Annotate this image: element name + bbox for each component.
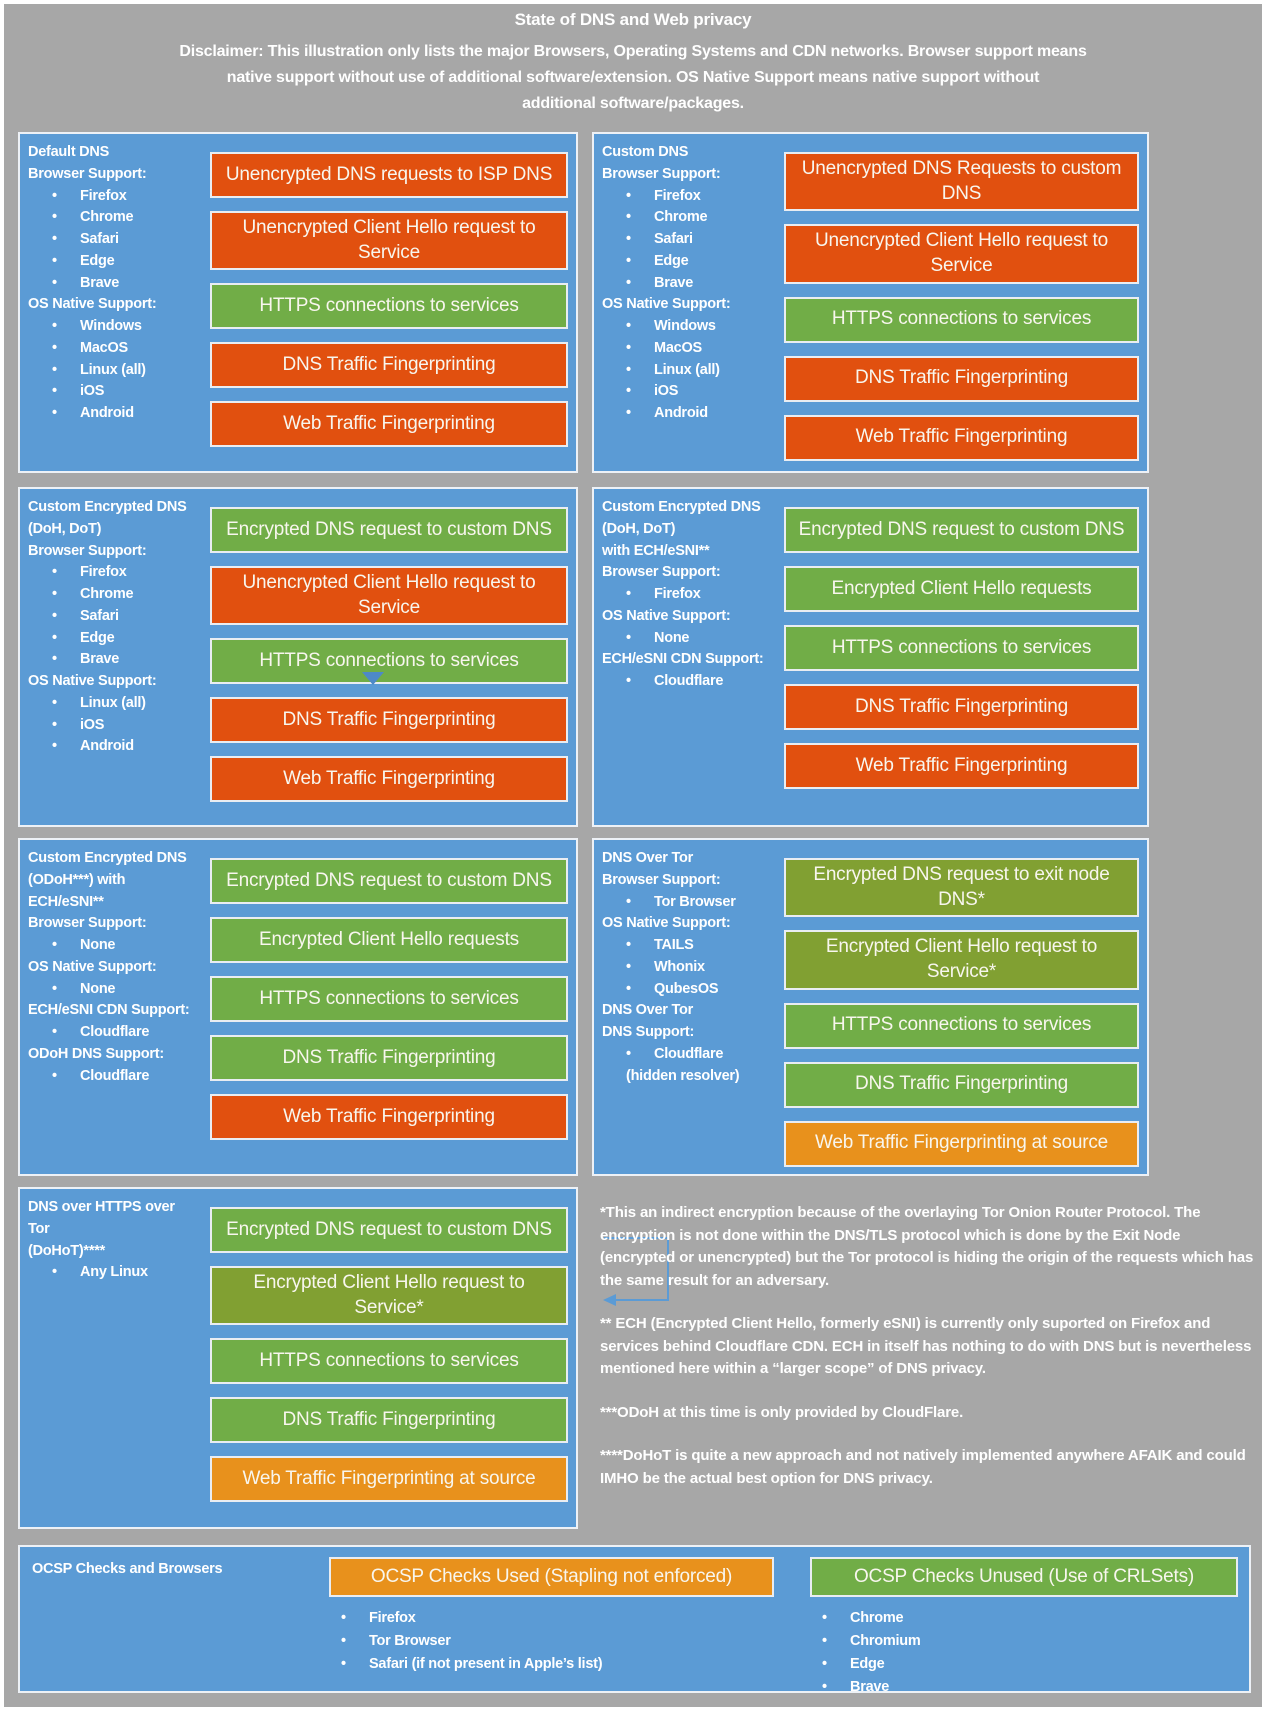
list-item <box>28 360 200 382</box>
bullet-icon: • <box>626 187 631 204</box>
panel-default-dns <box>18 132 578 473</box>
ocsp-header: OCSP Checks Unused (Use of CRLSets) <box>810 1557 1238 1597</box>
bullet-icon: • <box>626 209 631 226</box>
panel-custom-dns <box>592 132 1149 473</box>
list-item <box>28 229 200 251</box>
list-item <box>28 693 200 715</box>
list-item <box>602 273 774 295</box>
matrix-bar: HTTPS connections to services <box>210 283 568 329</box>
matrix-bar: Web Traffic Fingerprinting <box>210 756 568 802</box>
panel-labels <box>28 1195 200 1521</box>
list-item <box>602 381 774 403</box>
list-item-label: Any Linux <box>80 1264 148 1281</box>
section-label: Custom DNS <box>602 144 689 160</box>
panel-labels <box>602 846 774 1168</box>
list-item <box>28 584 200 606</box>
list-item-label: MacOS <box>80 339 128 356</box>
list-item <box>28 1066 200 1088</box>
list-item <box>822 1656 1238 1672</box>
list-item-label: Firefox <box>80 187 127 204</box>
list-item <box>341 1656 774 1672</box>
bullet-icon: • <box>626 361 631 378</box>
section-label: Browser Support: <box>28 542 147 559</box>
list-item-label: Linux (all) <box>654 361 720 378</box>
bullet-icon: • <box>52 318 57 334</box>
section-label: Default DNS <box>28 144 110 160</box>
list-item-label: Chrome <box>80 586 134 602</box>
matrix-bar: Web Traffic Fingerprinting <box>210 401 568 447</box>
list-item-label: Brave <box>850 1679 890 1695</box>
list-item <box>822 1633 1238 1649</box>
bullet-icon: • <box>52 231 57 247</box>
matrix-bar: Web Traffic Fingerprinting <box>784 415 1139 461</box>
footnotes <box>600 1202 1256 1511</box>
list-item <box>602 671 774 693</box>
panel-custom-encrypted-dns-ech <box>592 487 1149 827</box>
bullet-icon: • <box>626 958 631 975</box>
bullet-icon: • <box>822 1633 827 1649</box>
list-item <box>602 584 774 606</box>
list-item <box>822 1679 1238 1695</box>
matrix-bar: DNS Traffic Fingerprinting <box>210 342 568 388</box>
list-item-label: Edge <box>850 1656 885 1672</box>
matrix-bar: Encrypted DNS request to custom DNS <box>784 507 1139 553</box>
bullet-icon: • <box>52 1024 57 1040</box>
list-item-label: Chrome <box>850 1610 904 1626</box>
matrix-bar: Unencrypted Client Hello request to Service <box>784 224 1139 283</box>
section-label: (DoH, DoT) <box>28 520 102 537</box>
bullet-icon: • <box>52 1264 57 1281</box>
bullet-icon: • <box>52 738 57 755</box>
list-item <box>28 715 200 737</box>
list-item <box>602 979 774 1001</box>
list-item-label: Tor Browser <box>369 1633 451 1649</box>
list-item <box>28 186 200 208</box>
list-item-label: Firefox <box>80 564 127 581</box>
list-item <box>28 207 200 229</box>
bullet-icon: • <box>52 383 57 400</box>
list-item-label: Linux (all) <box>80 361 146 378</box>
annotation-line: (hidden resolver) <box>626 1067 740 1084</box>
footnote: ***ODoH at this time is only provided by CloudFlare. <box>600 1403 964 1421</box>
list-item-label: Cloudflare <box>654 673 724 689</box>
bullet-icon: • <box>626 383 631 400</box>
list-item-label: Edge <box>80 629 115 646</box>
list-item-label: QubesOS <box>654 980 719 997</box>
section-label: OS Native Support: <box>602 296 731 313</box>
list-item-label: Brave <box>80 274 120 291</box>
bullet-icon: • <box>626 586 631 602</box>
bullet-icon: • <box>626 673 631 689</box>
bullet-icon: • <box>52 716 57 733</box>
section-label: OS Native Support: <box>602 915 731 932</box>
bullet-icon: • <box>626 937 631 953</box>
list-item-label: Edge <box>654 252 689 269</box>
section-label: OS Native Support: <box>28 673 157 689</box>
section-label: (DoHoT)**** <box>28 1242 105 1259</box>
panel-custom-encrypted-dns-odoh <box>18 838 578 1176</box>
section-label: with ECH/eSNI** <box>602 542 710 559</box>
list-item <box>28 1262 200 1284</box>
section-label: OS Native Support: <box>28 296 157 313</box>
section-label: Browser Support: <box>602 165 721 182</box>
list-item <box>602 935 774 957</box>
section-label: Custom Encrypted DNS <box>28 850 187 866</box>
bullet-icon: • <box>822 1610 827 1626</box>
list-item <box>602 186 774 208</box>
list-item-label: Cloudflare <box>80 1067 150 1084</box>
section-label: Browser Support: <box>28 165 147 182</box>
list-item <box>602 957 774 979</box>
list-item <box>28 649 200 671</box>
panel-dns-over-tor <box>592 838 1149 1176</box>
section-label: (DoH, DoT) <box>602 520 676 537</box>
list-item-label: Firefox <box>654 187 701 204</box>
list-item-label: Safari (if not present in Apple’s list) <box>369 1656 603 1672</box>
list-item <box>28 935 200 957</box>
list-item <box>602 628 774 650</box>
bullet-icon: • <box>626 339 631 356</box>
bullet-icon: • <box>341 1656 346 1672</box>
matrix-bar: Encrypted DNS request to exit node DNS* <box>784 858 1139 917</box>
bullet-icon: • <box>822 1679 827 1695</box>
panel-bars <box>200 1195 568 1521</box>
matrix-bar: Unencrypted DNS Requests to custom DNS <box>784 152 1139 211</box>
list-item <box>28 251 200 273</box>
matrix-bar: Encrypted Client Hello requests <box>784 566 1139 612</box>
list-item <box>28 316 200 338</box>
matrix-bar: HTTPS connections to services <box>784 625 1139 671</box>
section-label: ECH/eSNI CDN Support: <box>602 651 764 668</box>
list-item <box>602 360 774 382</box>
matrix-bar: Unencrypted DNS requests to ISP DNS <box>210 152 568 198</box>
panel-bars <box>200 140 568 465</box>
list-item-label: Firefox <box>654 586 701 602</box>
list-item <box>602 316 774 338</box>
matrix-bar: Web Traffic Fingerprinting <box>784 743 1139 789</box>
disclaimer-line: additional software/packages. <box>522 94 744 112</box>
disclaimer-line: Disclaimer: This illustration only lists the major Browsers, Operating Systems and CDN networks. Browser support means <box>179 43 1087 60</box>
matrix-bar: Encrypted Client Hello request to Service* <box>210 1266 568 1325</box>
footnote: ****DoHoT is quite a new approach and not natively implemented anywhere AFAIK and could IMHO be the actual best option for DNS privacy. <box>600 1447 1246 1487</box>
list-item-label: Whonix <box>654 958 705 975</box>
panel-labels <box>602 495 774 819</box>
section-label: Browser Support: <box>602 564 721 581</box>
matrix-bar: DNS Traffic Fingerprinting <box>210 1035 568 1081</box>
bullet-icon: • <box>626 405 631 421</box>
list-item-label: Chrome <box>654 209 708 226</box>
browser-list <box>810 1610 1238 1695</box>
list-item-label: None <box>654 629 690 646</box>
ocsp-panel <box>18 1545 1251 1693</box>
list-item <box>28 979 200 1001</box>
disclaimer-text <box>0 39 1266 117</box>
page-title: State of DNS and Web privacy <box>514 10 752 29</box>
section-label: ECH/eSNI** <box>28 893 104 910</box>
list-item-label: Windows <box>654 318 716 334</box>
section-label: DNS Support: <box>602 1024 695 1040</box>
panel-custom-encrypted-dns <box>18 487 578 827</box>
section-label: Browser Support: <box>28 915 147 932</box>
bullet-icon: • <box>52 564 57 581</box>
list-item-label: Android <box>654 405 708 421</box>
bullet-icon: • <box>52 651 57 668</box>
matrix-bar: Encrypted DNS request to custom DNS <box>210 858 568 904</box>
bullet-icon: • <box>52 629 57 646</box>
list-item <box>602 207 774 229</box>
bullet-icon: • <box>52 937 57 953</box>
panel-dohot <box>18 1187 578 1529</box>
list-item <box>28 1022 200 1044</box>
panel-bars <box>774 495 1139 819</box>
section-label: Custom Encrypted DNS <box>602 499 761 515</box>
list-item <box>602 251 774 273</box>
panel-labels <box>28 495 200 819</box>
list-item-label: Safari <box>80 607 119 624</box>
matrix-bar: DNS Traffic Fingerprinting <box>784 1062 1139 1108</box>
section-label: Browser Support: <box>602 871 721 888</box>
list-item <box>28 273 200 295</box>
bullet-icon: • <box>52 252 57 269</box>
footnote: ** ECH (Encrypted Client Hello, formerly eSNI) is currently only suported on Firefox and services behind Cloudflare CDN. ECH in itself has nothing to do with DNS but is nevertheless mentioned here within a “larger scope” of DNS privacy. <box>600 1315 1252 1377</box>
bullet-icon: • <box>52 187 57 204</box>
list-item <box>28 736 200 758</box>
list-item-label: Cloudflare <box>80 1024 150 1040</box>
list-item-label: Safari <box>80 231 119 247</box>
bullet-icon: • <box>341 1633 346 1649</box>
list-item <box>341 1633 774 1649</box>
list-item <box>602 1044 774 1066</box>
bullet-icon: • <box>52 274 57 291</box>
list-item <box>28 403 200 425</box>
list-item <box>602 338 774 360</box>
panel-labels <box>28 846 200 1168</box>
list-item-label: None <box>80 980 116 997</box>
section-label: DNS over HTTPS over Tor <box>28 1199 175 1237</box>
panel-bars <box>774 846 1139 1168</box>
list-item <box>822 1610 1238 1626</box>
list-item-label: Brave <box>654 274 694 291</box>
panel-bars <box>200 846 568 1168</box>
matrix-bar: Encrypted Client Hello requests <box>210 917 568 963</box>
section-label: DNS Over Tor <box>602 1002 694 1019</box>
section-label: OS Native Support: <box>28 958 157 975</box>
matrix-bar: HTTPS connections to services <box>784 1003 1139 1049</box>
bullet-icon: • <box>626 318 631 334</box>
bullet-icon: • <box>626 1045 631 1062</box>
list-item-label: Chrome <box>80 209 134 226</box>
list-item-label: Chromium <box>850 1633 921 1649</box>
header <box>0 10 1266 117</box>
matrix-bar: DNS Traffic Fingerprinting <box>210 697 568 743</box>
list-item <box>28 606 200 628</box>
list-item-label: Windows <box>80 318 142 334</box>
matrix-bar: DNS Traffic Fingerprinting <box>784 356 1139 402</box>
bullet-icon: • <box>626 980 631 997</box>
section-label: ODoH DNS Support: <box>28 1045 164 1062</box>
matrix-bar: Unencrypted Client Hello request to Service <box>210 566 568 625</box>
matrix-bar: Encrypted DNS request to custom DNS <box>210 507 568 553</box>
matrix-bar: HTTPS connections to services <box>210 638 568 684</box>
list-item-label: iOS <box>80 716 105 733</box>
section-label: OS Native Support: <box>602 607 731 624</box>
matrix-bar: HTTPS connections to services <box>210 1338 568 1384</box>
disclaimer-line: native support without use of additional software/extension. OS Native Support means native support without <box>226 68 1040 86</box>
list-item-label: Android <box>80 405 134 421</box>
ocsp-title: OCSP Checks and Browsers <box>32 1561 223 1577</box>
section-label: DNS Over Tor <box>602 850 694 866</box>
matrix-bar: DNS Traffic Fingerprinting <box>784 684 1139 730</box>
down-arrow-decoration <box>362 672 384 685</box>
list-item <box>341 1610 774 1626</box>
panel-labels <box>602 140 774 465</box>
section-label: ECH/eSNI CDN Support: <box>28 1002 190 1019</box>
bullet-icon: • <box>52 607 57 624</box>
list-item <box>602 229 774 251</box>
list-item-label: None <box>80 937 116 953</box>
section-label: (ODoH***) with <box>28 871 126 888</box>
footnote: *This an indirect encryption because of the overlaying Tor Onion Router Protocol. The encryption is not done within the DNS/TLS protocol which is done by the Exit Node (encrypted or unencrypted) but the Tor protocol is hiding the origin of the requests which has the same result for an adversary. <box>600 1204 1254 1289</box>
browser-list <box>329 1610 774 1672</box>
matrix-bar: Encrypted DNS request to custom DNS <box>210 1207 568 1253</box>
bullet-icon: • <box>626 231 631 247</box>
list-item-label: TAILS <box>654 937 694 953</box>
list-item-label: Android <box>80 738 134 755</box>
matrix-bar: Web Traffic Fingerprinting at source <box>784 1121 1139 1167</box>
matrix-bar: HTTPS connections to services <box>784 297 1139 343</box>
bullet-icon: • <box>52 1067 57 1084</box>
ocsp-column-unused <box>810 1557 1238 1695</box>
list-item-label: iOS <box>80 383 105 400</box>
bullet-icon: • <box>52 586 57 602</box>
bullet-icon: • <box>626 629 631 646</box>
list-item-label: Safari <box>654 231 693 247</box>
bullet-icon: • <box>626 252 631 269</box>
bullet-icon: • <box>52 694 57 711</box>
matrix-bar: Web Traffic Fingerprinting at source <box>210 1456 568 1502</box>
list-item <box>28 338 200 360</box>
ocsp-column-used <box>329 1557 774 1672</box>
list-item-label: Tor Browser <box>654 893 736 910</box>
bullet-icon: • <box>52 980 57 997</box>
panel-bars <box>200 495 568 819</box>
bullet-icon: • <box>822 1656 827 1672</box>
list-item-label: Brave <box>80 651 120 668</box>
list-item <box>28 562 200 584</box>
ocsp-header: OCSP Checks Used (Stapling not enforced) <box>329 1557 774 1597</box>
list-item <box>28 381 200 403</box>
bullet-icon: • <box>52 405 57 421</box>
bullet-icon: • <box>626 274 631 291</box>
list-item-label: iOS <box>654 383 679 400</box>
panel-labels <box>28 140 200 465</box>
section-label: Custom Encrypted DNS <box>28 499 187 515</box>
bullet-icon: • <box>52 209 57 226</box>
bullet-icon: • <box>341 1610 346 1626</box>
list-item-label: MacOS <box>654 339 702 356</box>
matrix-bar: DNS Traffic Fingerprinting <box>210 1397 568 1443</box>
list-item-label: Linux (all) <box>80 694 146 711</box>
list-item-label: Edge <box>80 252 115 269</box>
list-item-label: Cloudflare <box>654 1045 724 1062</box>
bullet-icon: • <box>626 893 631 910</box>
matrix-bar: Unencrypted Client Hello request to Service <box>210 211 568 270</box>
matrix-bar: HTTPS connections to services <box>210 976 568 1022</box>
list-item-label: Firefox <box>369 1610 416 1626</box>
bullet-icon: • <box>52 339 57 356</box>
panel-bars <box>774 140 1139 465</box>
list-item <box>602 892 774 914</box>
matrix-bar: Encrypted Client Hello request to Service* <box>784 930 1139 989</box>
list-item <box>28 628 200 650</box>
bullet-icon: • <box>52 361 57 378</box>
list-item <box>602 403 774 425</box>
matrix-bar: Web Traffic Fingerprinting <box>210 1094 568 1140</box>
